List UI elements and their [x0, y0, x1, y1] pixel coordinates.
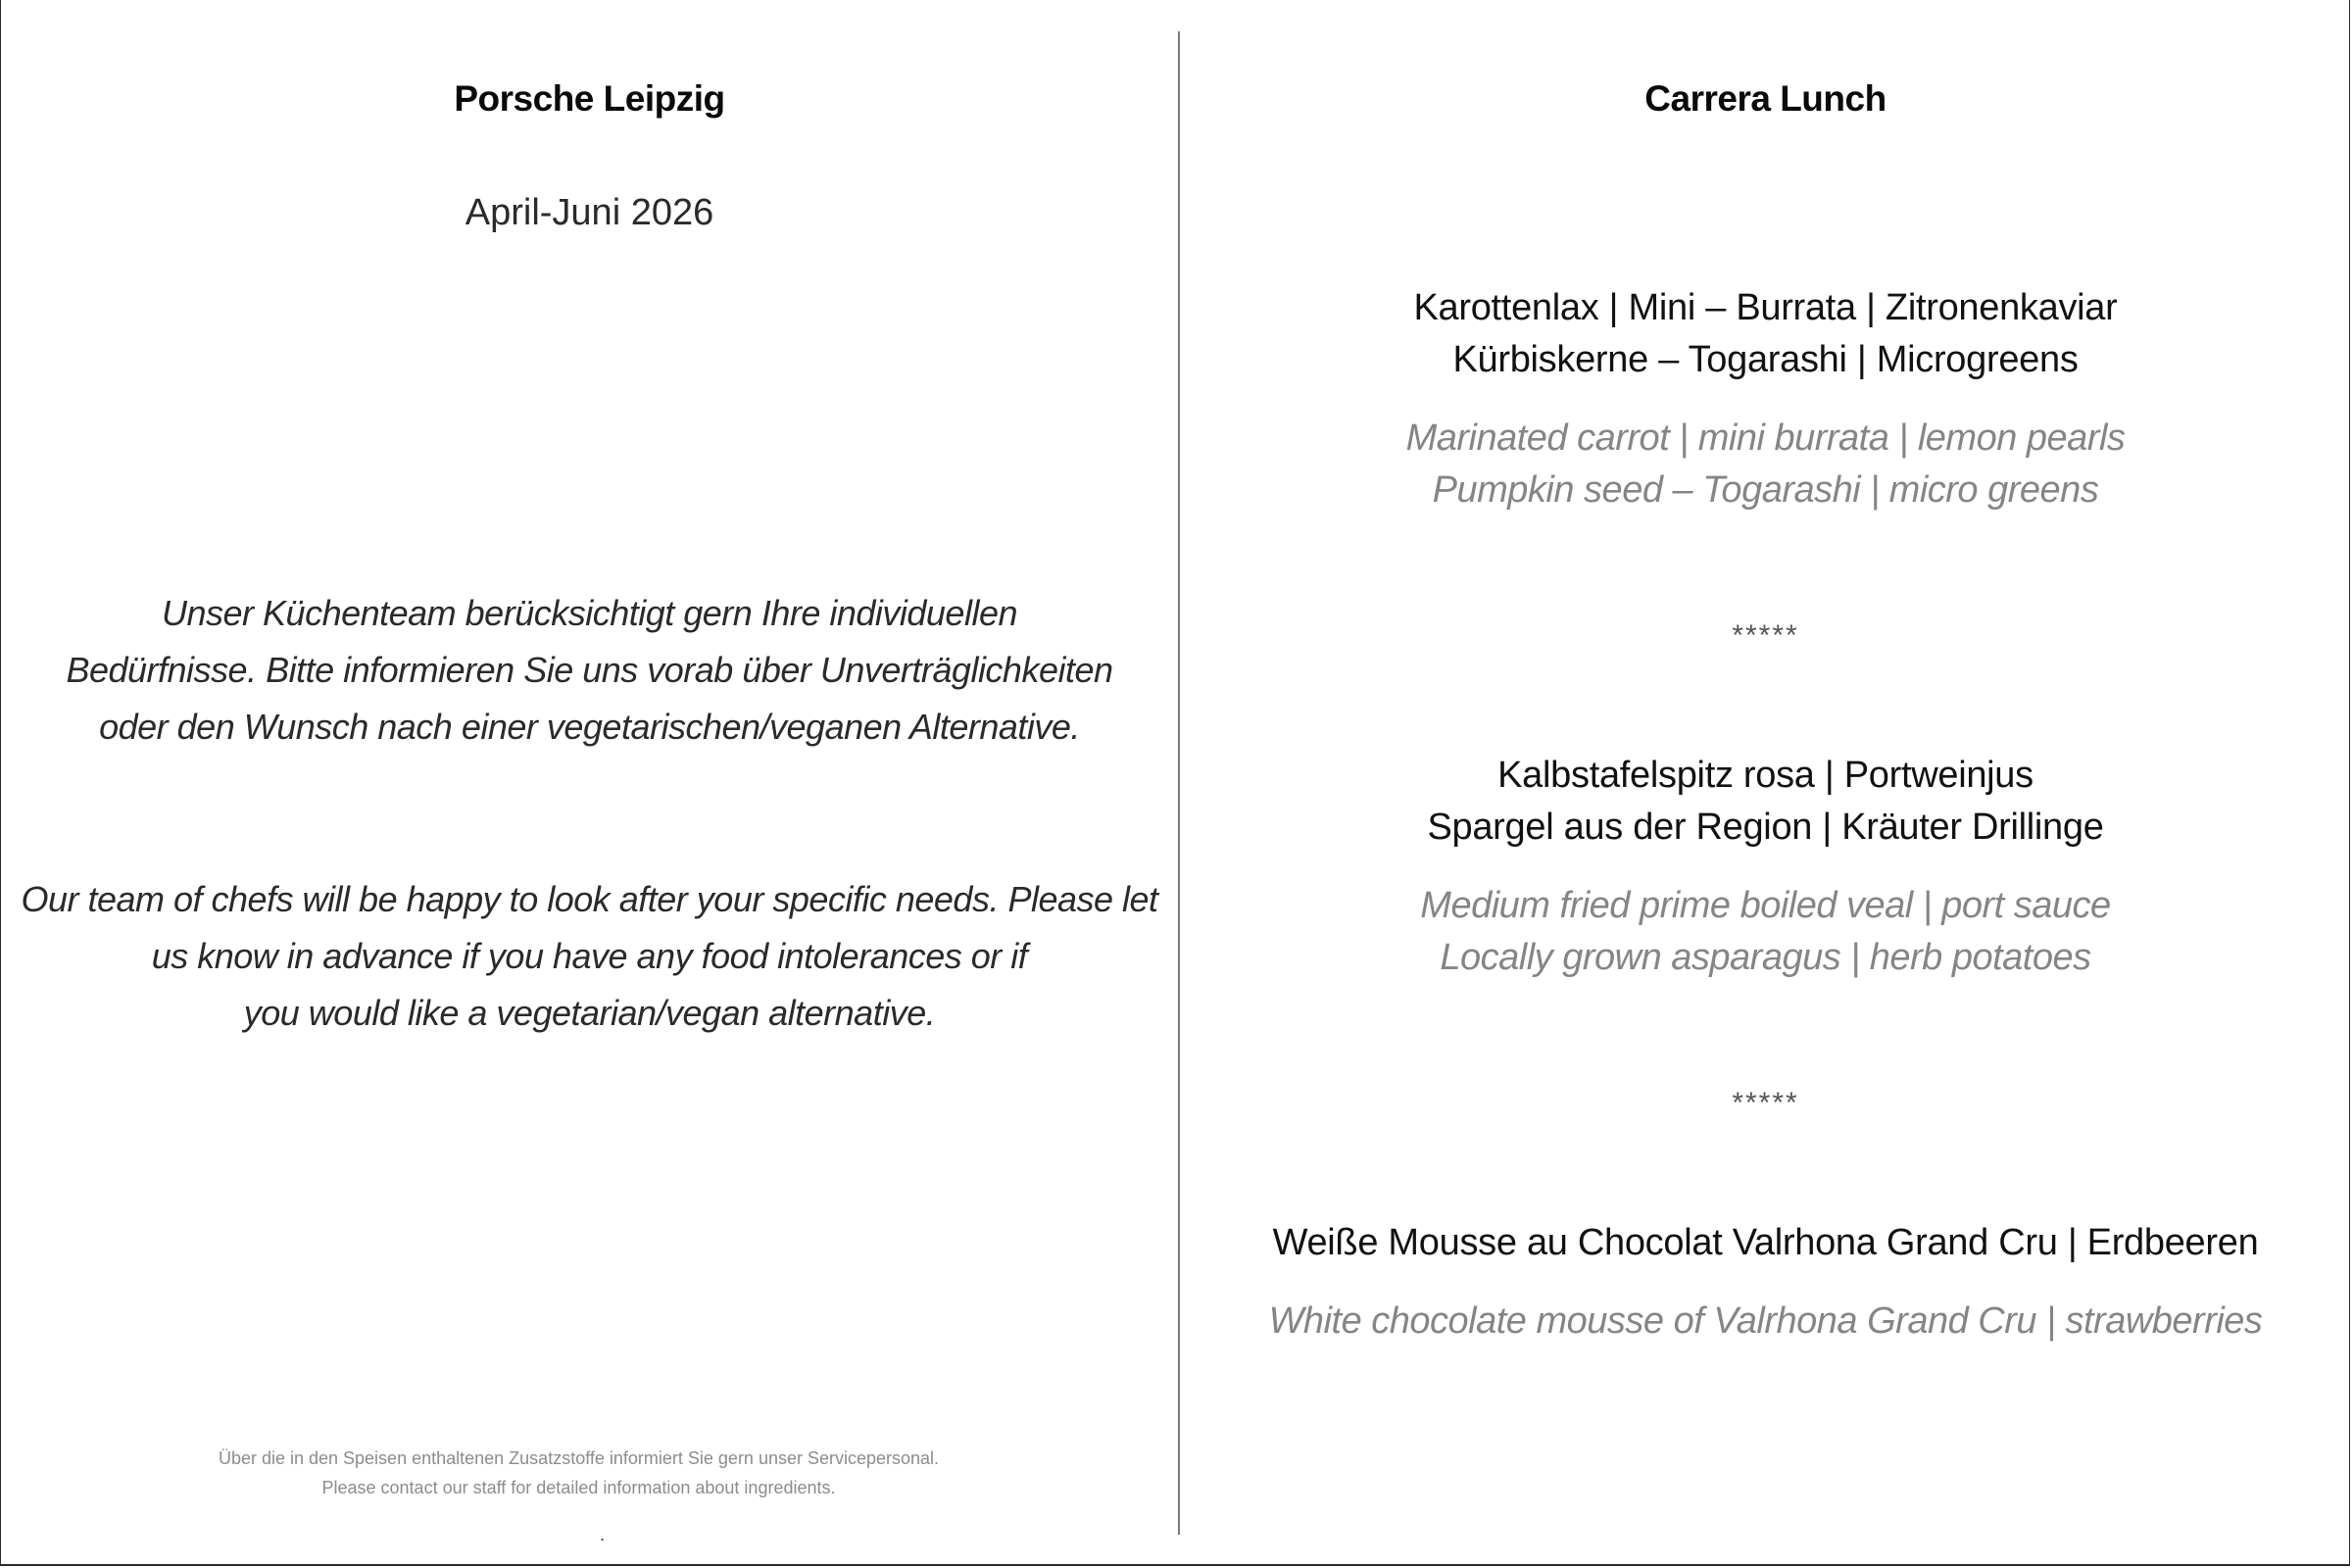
course-english: [1180, 413, 2351, 516]
dietary-note-line: us know in advance if you have any food intolerances or if: [151, 936, 1028, 976]
course-line: Locally grown asparagus | herb potatoes: [1440, 937, 2091, 978]
course-line: Karottenlax | Mini – Burrata | Zitronenkaviar: [1413, 287, 2118, 328]
course-line: Kürbiskerne – Togarashi | Microgreens: [1452, 339, 2079, 380]
footer-line-german: Über die in den Speisen enthaltenen Zusatzstoffe informiert Sie gern unser Servicepersonal.: [218, 1448, 940, 1468]
course-line: Marinated carrot | mini burrata | lemon pearls: [1405, 417, 2126, 459]
course-line: Medium fried prime boiled veal | port sauce: [1420, 885, 2111, 926]
course-starter: [1180, 282, 2351, 516]
footer-line-english: Please contact our staff for detailed information about ingredients.: [321, 1478, 836, 1497]
course-separator: *****: [1732, 619, 1799, 652]
course-separator: *****: [1732, 1087, 1799, 1119]
course-english: [1180, 1296, 2351, 1348]
dietary-note-line: you would like a vegetarian/vegan alternative.: [243, 993, 936, 1033]
course-line: Weiße Mousse au Chocolat Valrhona Grand Cru | Erdbeeren: [1272, 1222, 2259, 1263]
dietary-note-english: [1, 871, 1178, 1042]
course-german: [1180, 1217, 2351, 1269]
menu-title: Carrera Lunch: [1644, 78, 1886, 119]
course-line: Pumpkin seed – Togarashi | micro greens: [1432, 469, 2099, 511]
dietary-note-line: Unser Küchenteam berücksichtigt gern Ihre individuellen: [162, 593, 1017, 633]
dietary-note-line: Our team of chefs will be happy to look after your specific needs. Please let: [21, 879, 1158, 919]
restaurant-title: Porsche Leipzig: [454, 78, 725, 119]
page-dot: .: [600, 1525, 606, 1544]
menu-period: April-Juni 2026: [465, 192, 714, 233]
course-main: [1180, 750, 2351, 984]
dietary-note-german: [1, 585, 1178, 756]
course-line: White chocolate mousse of Valrhona Grand Cru | strawberries: [1268, 1300, 2263, 1342]
course-line: Kalbstafelspitz rosa | Portweinjus: [1497, 755, 2034, 796]
course-line: Spargel aus der Region | Kräuter Drillinge: [1427, 807, 2104, 848]
course-german: [1180, 750, 2351, 854]
course-german: [1180, 282, 2351, 386]
dietary-note-line: oder den Wunsch nach einer vegetarischen/veganen Alternative.: [99, 707, 1080, 747]
ingredients-footer: [1, 1444, 1178, 1502]
course-dessert: [1180, 1217, 2351, 1348]
course-english: [1180, 880, 2351, 984]
dietary-note-line: Bedürfnisse. Bitte informieren Sie uns vorab über Unverträglichkeiten: [66, 650, 1113, 690]
